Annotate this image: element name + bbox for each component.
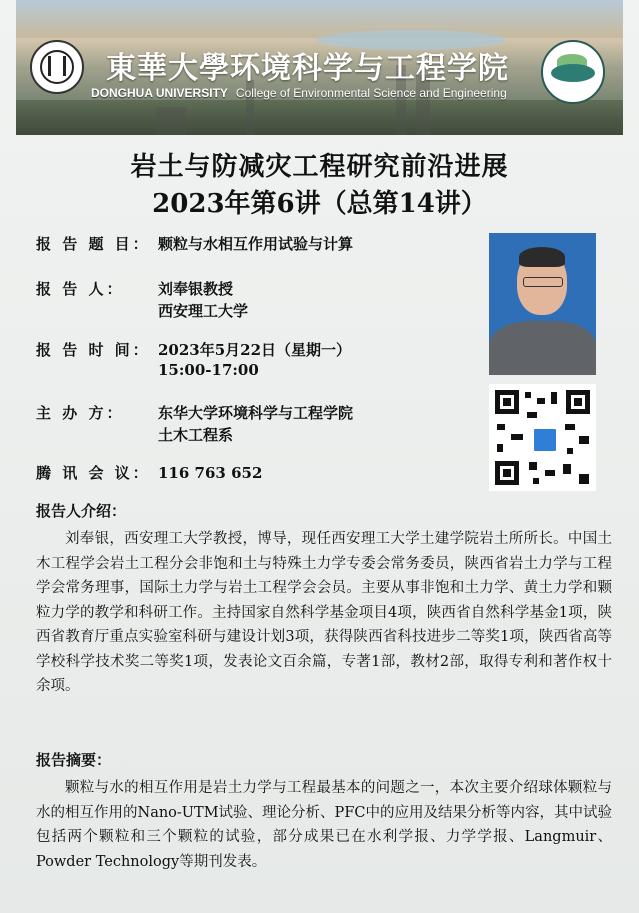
university-name-cn: 東華大學: [106, 51, 230, 86]
abstract-heading: 报告摘要：: [36, 751, 112, 769]
host-label: 主 办 方：: [36, 404, 125, 422]
lecture-number: 2023年第6讲（总第14讲）: [152, 189, 487, 219]
bio-heading: 报告人介绍：: [36, 502, 127, 520]
speaker-row: [36, 278, 234, 300]
college-logo-icon: [541, 40, 605, 104]
host-dept: 土木工程系: [158, 426, 234, 444]
host-value: 东华大学环境科学与工程学院: [158, 404, 354, 422]
speaker-affiliation: 西安理工大学: [158, 302, 249, 320]
university-logo-icon: [30, 40, 84, 94]
date-value: 2023年5月22日（星期一）: [158, 341, 352, 359]
time-row: [36, 339, 352, 361]
meeting-label: 腾 讯 会 议：: [36, 464, 151, 482]
header-title-cn: [106, 43, 509, 87]
speaker-label: 报 告 人：: [36, 280, 125, 298]
speaker-value: 刘奉银教授: [158, 280, 234, 298]
topic-label: 报 告 题 目：: [36, 235, 151, 253]
meeting-qr-code-icon[interactable]: [489, 384, 596, 491]
bio-paragraph: 刘奉银，西安理工大学教授，博导，现任西安理工大学土建学院岩土所所长。中国土木工程学会岩土工程分会非饱和土与特殊土力学专委会常务委员，陕西省岩土力学与工程学会常务理事，国际土力学与岩土工程学会会员。主要从事非饱和土力学、黄土力学和颗粒力学的教学和科研工作。主持国家自然科学基金项目4项，陕西省自然科学基金1项，陕西省教育厅重点实验室科研与建设计划3项，获得陕西省科技进步二等奖1项，陕西省高等学校科学技术奖二等奖1项，发表论文百余篇，专著1部，教材2部，取得专利和著作权十余项。: [36, 531, 612, 694]
host-row: [36, 402, 354, 424]
meeting-row: [36, 462, 263, 484]
speaker-photo: [489, 233, 596, 375]
abstract-paragraph: 颗粒与水的相互作用是岩土力学与工程最基本的问题之一，本次主要介绍球体颗粒与水的相互作用的Nano-UTM试验、理论分析、PFC中的应用及结果分析等内容，其中试验包括两个颗粒和三个颗粒的试验，部分成果已在水利学报、力学学报、Langmuir、Powder Technology等期刊发表。: [36, 780, 612, 870]
bio-text: [36, 527, 612, 699]
time-value: 15:00-17:00: [158, 361, 259, 379]
header-title-en: [91, 86, 507, 100]
topic-value: 颗粒与水相互作用试验与计算: [158, 235, 354, 253]
meeting-id[interactable]: 116 763 652: [158, 464, 263, 482]
college-name-cn: 环境科学与工程学院: [230, 51, 509, 86]
college-name-en: College of Environmental Science and Engineering: [235, 86, 507, 100]
abstract-text: [36, 776, 612, 874]
header-banner: [16, 0, 623, 135]
university-name-en: DONGHUA UNIVERSITY: [91, 86, 228, 100]
series-title: 岩土与防减灾工程研究前沿进展: [130, 152, 509, 182]
time-label: 报 告 时 间：: [36, 341, 151, 359]
topic-row: [36, 233, 354, 255]
